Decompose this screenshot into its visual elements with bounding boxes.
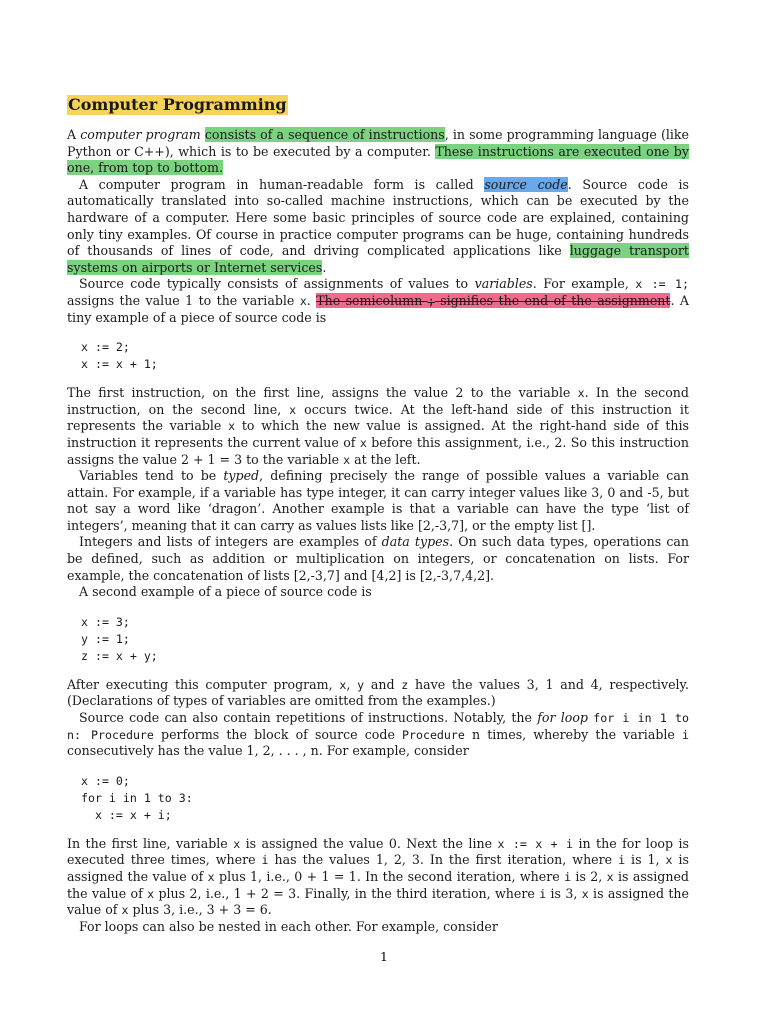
- document-body: [67, 127, 689, 935]
- code-block: x := 3; y := 1; z := x + y;: [81, 614, 158, 663]
- code-block: x := 2; x := x + 1;: [81, 340, 158, 372]
- highlight-green: consists of a sequence of instructions: [204, 127, 445, 142]
- paragraph-results: After executing this computer program, x, y and z have the values 3, 1 and 4, respectively. (Declarations of types of variables are omitted from the examples.): [67, 676, 690, 709]
- code-block: x := 0; for i in 1 to 3: x := x + i;: [81, 773, 193, 822]
- paragraph-data-types: Integers and lists of integers are examples of data types. On such data types, operations can be defined, such as addition or multiplication on integers, or concatenation on lists. For example, the concatenation of lists [2,-3,7] and [4,2] is [2,-3,7,4,2].: [67, 534, 689, 583]
- paragraph-nested-loops: For loops can also be nested in each other. For example, consider: [79, 918, 498, 934]
- paragraph-variables: Source code typically consists of assignments of values to variables. For example, x := 1; assigns the value 1 to the variable x. The semicolumn ; signifies the end of the assignment. A tiny example of a piece of source code is: [67, 276, 689, 325]
- paragraph-loop-explanation: In the first line, variable x is assigned the value 0. Next the line x := x + i in the for loop is executed three times, where i has the values 1, 2, 3. In the first iteration, where i is 1, x is assigned the value of x plus 1, i.e., 0 + 1 = 1. In the second iteration, where i is 2, x is assigned the value of x plus 2, i.e., 1 + 2 = 3. Finally, in the third iteration, where i is 3, x is assigned the value of x plus 3, i.e., 3 + 3 = 6.: [67, 835, 690, 918]
- highlight-green: luggage transport systems on airports or Internet services: [67, 243, 689, 275]
- paragraph-types: Variables tend to be typed, defining precisely the range of possible values a variable can attain. For example, if a variable has type integer, it can carry integer values like 3, 0 and -5, but not say a word like ‘dragon’. Another example is that a variable can have the type ‘list of integers’, meaning that it can carry as values lists like [2,-3,7], or the empty list [].: [67, 468, 689, 533]
- page-number: 1: [380, 950, 388, 964]
- highlight-blue: source code: [484, 176, 568, 192]
- paragraph-second-example: A second example of a piece of source code is: [79, 584, 372, 600]
- paragraph-intro: A computer program consists of a sequence of instructions, in some programming language (like Python or C++), which is to be executed by a computer. These instructions are executed one by one, from top to bottom.: [67, 127, 690, 176]
- highlight-green: These instructions are executed one by one, from top to bottom.: [67, 143, 689, 176]
- page-title: Computer Programming: [68, 95, 287, 114]
- paragraph-explanation: The first instruction, on the first line, assigns the value 2 to the variable x. In the second instruction, on the second line, x occurs twice. At the left-hand side of this instruction it represents the variable x to which the new value is assigned. At the right-hand side of this instruction it represents the current value of x before this assignment, i.e., 2. So this instruction assigns the value 2 + 1 = 3 to the variable x at the left.: [67, 385, 689, 467]
- highlight-pink: The semicolumn ; signifies the end of the assignment: [316, 292, 671, 308]
- paragraph-for-loop: Source code can also contain repetitions of instructions. Notably, the for loop for i in 1 to n: Procedure performs the block of source code Procedure n times, whereby the variable i consecutively has the value 1, 2, . . . , n. For example, consider: [67, 710, 689, 759]
- paragraph-source-code: A computer program in human-readable form is called source code. Source code is automatically translated into so-called machine instructions, which can be executed by the hardware of a computer. Here some basic principles of source code are explained, containing only tiny examples. Of course in practice computer programs can be huge, containing hundreds of thousands of lines of code, and driving complicated applications like luggage transport systems on airports or Internet services.: [67, 176, 689, 275]
